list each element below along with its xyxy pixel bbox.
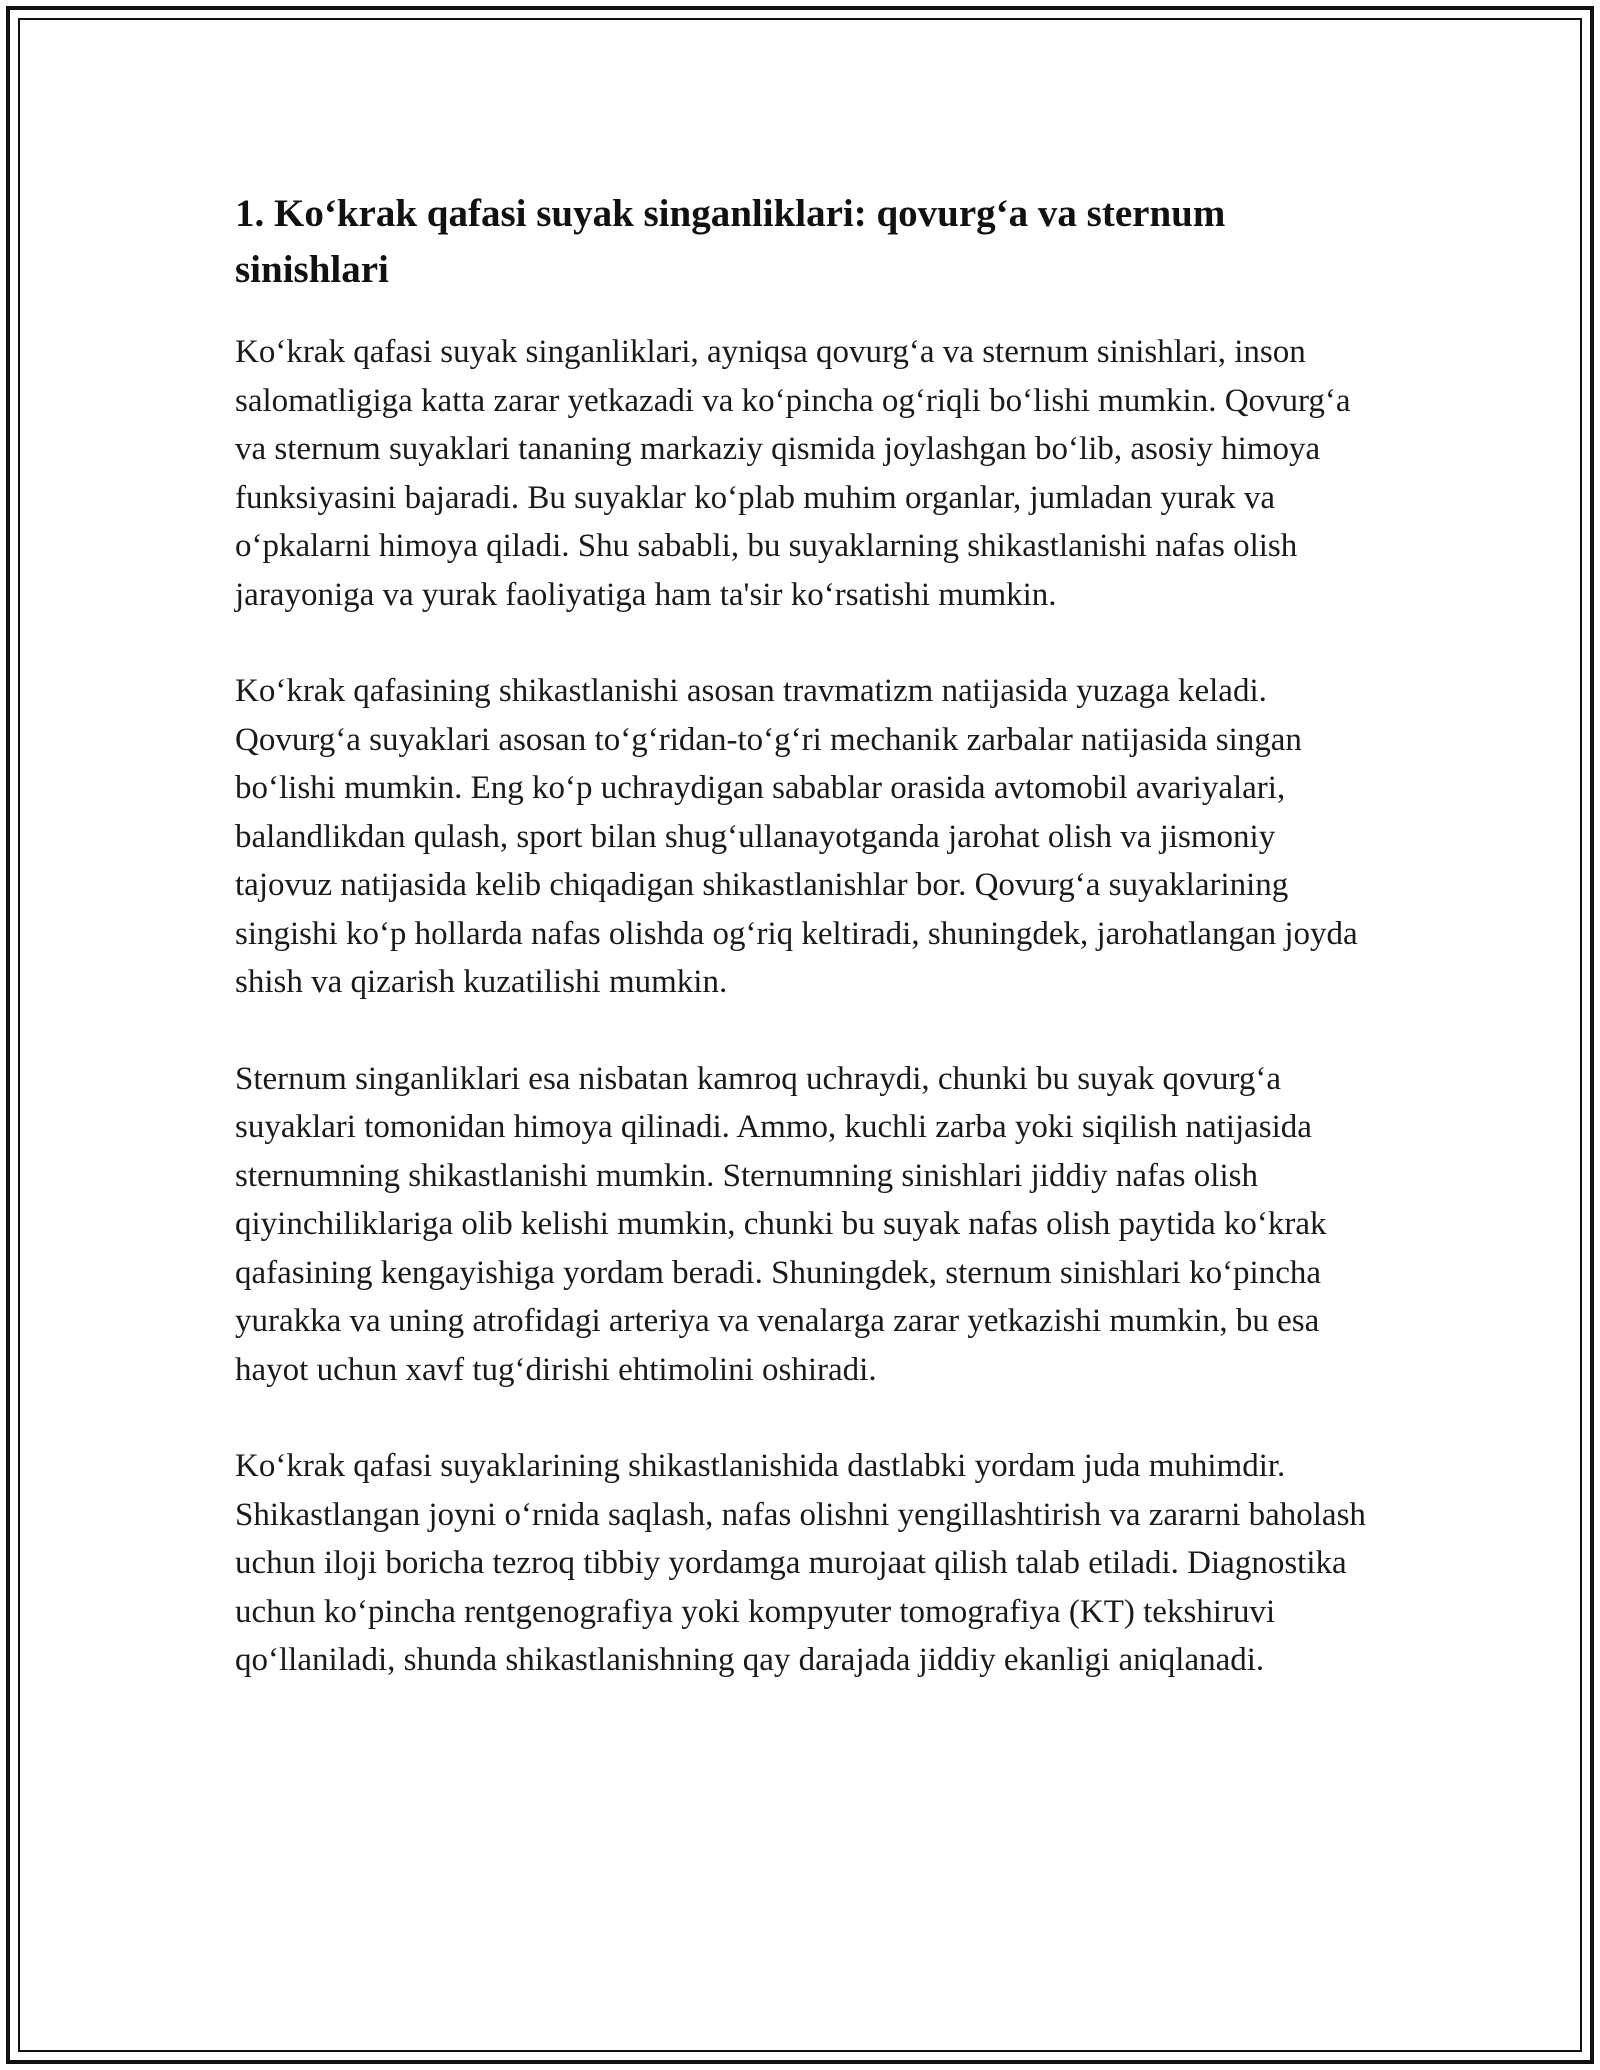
section-title: 1. Ko‘krak qafasi suyak singanliklari: qovurg‘a va sternum sinishlari xyxy=(235,192,1226,291)
document-body xyxy=(235,186,1375,1733)
paragraph-3: Sternum singanliklari esa nisbatan kamroq uchraydi, chunki bu suyak qovurg‘a suyaklari tomonidan himoya qilinadi. Ammo, kuchli zarba yoki siqilish natijasida sternumning shikastlanishi mumkin. Sternumning sinishlari jiddiy nafas olish qiyinchiliklariga olib kelishi mumkin, chunki bu suyak nafas olish paytida ko‘krak qafasining kengayishiga yordam beradi. Shuningdek, sternum sinishlari ko‘pincha yurakka va uning atrofidagi arteriya va venalarga zarar yetkazishi mumkin, bu esa hayot uchun xavf tug‘dirishi ehtimolini oshiradi. xyxy=(235,1060,1327,1388)
paragraph-4: Ko‘krak qafasi suyaklarining shikastlanishida dastlabki yordam juda muhimdir. Shikastlangan joyni o‘rnida saqlash, nafas olishni yengillashtirish va zararni baholash uchun iloji boricha tezroq tibbiy yordamga murojaat qilish talab etiladi. Diagnostika uchun ko‘pincha rentgenografiya yoki kompyuter tomografiya (KT) tekshiruvi qo‘llaniladi, shunda shikastlanishning qay darajada jiddiy ekanligi aniqlanadi. xyxy=(235,1448,1366,1678)
paragraph-1: Ko‘krak qafasi suyak singanliklari, ayniqsa qovurg‘a va sternum sinishlari, inson salomatligiga katta zarar yetkazadi va ko‘pincha og‘riqli bo‘lishi mumkin. Qovurg‘a va sternum suyaklari tananing markaziy qismida joylashgan bo‘lib, asosiy himoya funksiyasini bajaradi. Bu suyaklar ko‘plab muhim organlar, jumladan yurak va o‘pkalarni himoya qiladi. Shu sababli, bu suyaklarning shikastlanishi nafas olish jarayoniga va yurak faoliyatiga ham ta'sir ko‘rsatishi mumkin. xyxy=(235,334,1351,613)
paragraph-2: Ko‘krak qafasining shikastlanishi asosan travmatizm natijasida yuzaga keladi. Qovurg‘a suyaklari asosan to‘g‘ridan-to‘g‘ri mechanik zarbalar natijasida singan bo‘lishi mumkin. Eng ko‘p uchraydigan sabablar orasida avtomobil avariyalari, balandlikdan qulash, sport bilan shug‘ullanayotganda jarohat olish va jismoniy tajovuz natijasida kelib chiqadigan shikastlanishlar bor. Qovurg‘a suyaklarining singishi ko‘p hollarda nafas olishda og‘riq keltiradi, shuningdek, jarohatlangan joyda shish va qizarish kuzatilishi mumkin. xyxy=(235,673,1358,1000)
